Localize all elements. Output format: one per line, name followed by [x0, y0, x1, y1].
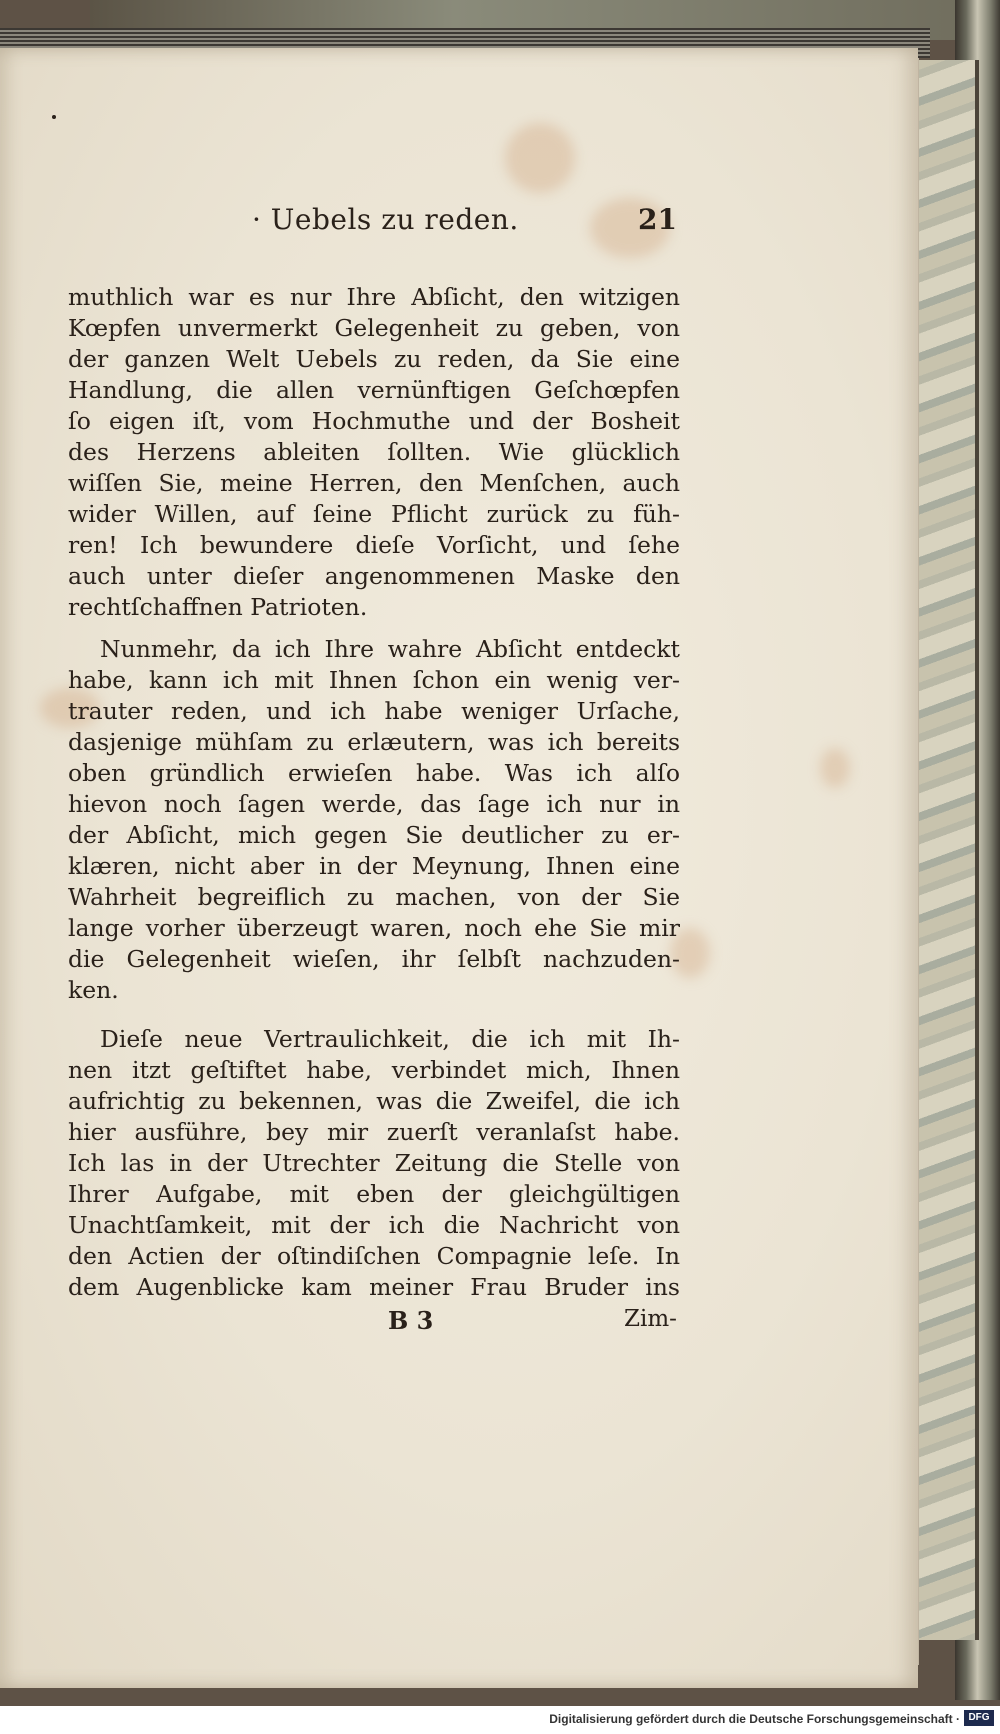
text-line: aufrichtig zu bekennen, was die Zweifel, die ich — [68, 1087, 680, 1115]
paper-stain — [505, 123, 575, 193]
ink-speck — [52, 115, 56, 119]
text-line: ken. — [68, 976, 119, 1004]
text-line: nen itzt geſtiftet habe, verbindet mich, Ihnen — [68, 1056, 680, 1084]
catchword: Zim- — [624, 1306, 677, 1332]
text-line: oben gründlich erwieſen habe. Was ich alſo — [68, 759, 680, 787]
text-line: Handlung, die allen vernünftigen Geſchœpfen — [68, 376, 680, 404]
text-line: hier ausführe, bey mir zuerſt veranlaſst habe. — [68, 1118, 680, 1146]
text-line: Ihrer Aufgabe, mit eben der gleichgültigen — [68, 1180, 680, 1208]
text-line: wider Willen, auf ſeine Pflicht zurück zu füh- — [68, 500, 680, 528]
text-line: der Abſicht, mich gegen Sie deutlicher zu er- — [68, 821, 680, 849]
text-line: auch unter dieſer angenommenen Maske den — [68, 562, 680, 590]
page-number: 21 — [638, 203, 677, 236]
dfg-logo-icon: DFG — [964, 1710, 994, 1726]
text-line: wiſſen Sie, meine Herren, den Menſchen, auch — [68, 469, 680, 497]
funding-credit: Digitalisierung gefördert durch die Deutsche Forschungsgemeinschaft · — [549, 1712, 960, 1726]
paragraph-1 — [68, 282, 680, 623]
text-line: lange vorher überzeugt waren, noch ehe Sie mir — [68, 914, 680, 942]
text-line: habe, kann ich mit Ihnen ſchon ein wenig ver- — [68, 666, 680, 694]
text-line: die Gelegenheit wieſen, ihr ſelbſt nachzuden- — [68, 945, 680, 973]
text-line: des Herzens ableiten ſollten. Wie glücklich — [68, 438, 680, 466]
text-line: klæren, nicht aber in der Meynung, Ihnen eine — [68, 852, 680, 880]
signature-mark: B 3 — [388, 1306, 434, 1335]
text-line: den Actien der oſtindiſchen Compagnie leſe. In — [68, 1242, 680, 1270]
text-line: Dieſe neue Vertraulichkeit, die ich mit Ih- — [100, 1025, 680, 1053]
paragraph-2 — [68, 634, 680, 1006]
text-line: ren! Ich bewundere dieſe Vorſicht, und ſehe — [68, 531, 680, 559]
text-line: Wahrheit begreiflich zu machen, von der Sie — [68, 883, 680, 911]
text-line: ſo eigen iſt, vom Hochmuthe und der Bosheit — [68, 407, 680, 435]
text-line: Unachtſamkeit, mit der ich die Nachricht von — [68, 1211, 680, 1239]
text-line: muthlich war es nur Ihre Abſicht, den witzigen — [68, 283, 680, 311]
text-line: trauter reden, und ich habe weniger Urſache, — [68, 697, 680, 725]
text-line: der ganzen Welt Uebels zu reden, da Sie eine — [68, 345, 680, 373]
running-header: · Uebels zu reden. — [252, 203, 519, 236]
text-line: hievon noch ſagen werde, das ſage ich nur in — [68, 790, 680, 818]
text-line: rechtſchaffnen Patrioten. — [68, 593, 368, 621]
text-line: dasjenige mühſam zu erlæutern, was ich bereits — [68, 728, 680, 756]
text-line: Kœpfen unvermerkt Gelegenheit zu geben, von — [68, 314, 680, 342]
paragraph-3 — [68, 1024, 680, 1303]
text-line: Nunmehr, da ich Ihre wahre Abſicht entdeckt — [100, 635, 680, 663]
text-line: dem Augenblicke kam meiner Frau Bruder ins — [68, 1273, 680, 1301]
text-line: Ich las in der Utrechter Zeitung die Stelle von — [68, 1149, 680, 1177]
paper-stain — [820, 748, 850, 788]
